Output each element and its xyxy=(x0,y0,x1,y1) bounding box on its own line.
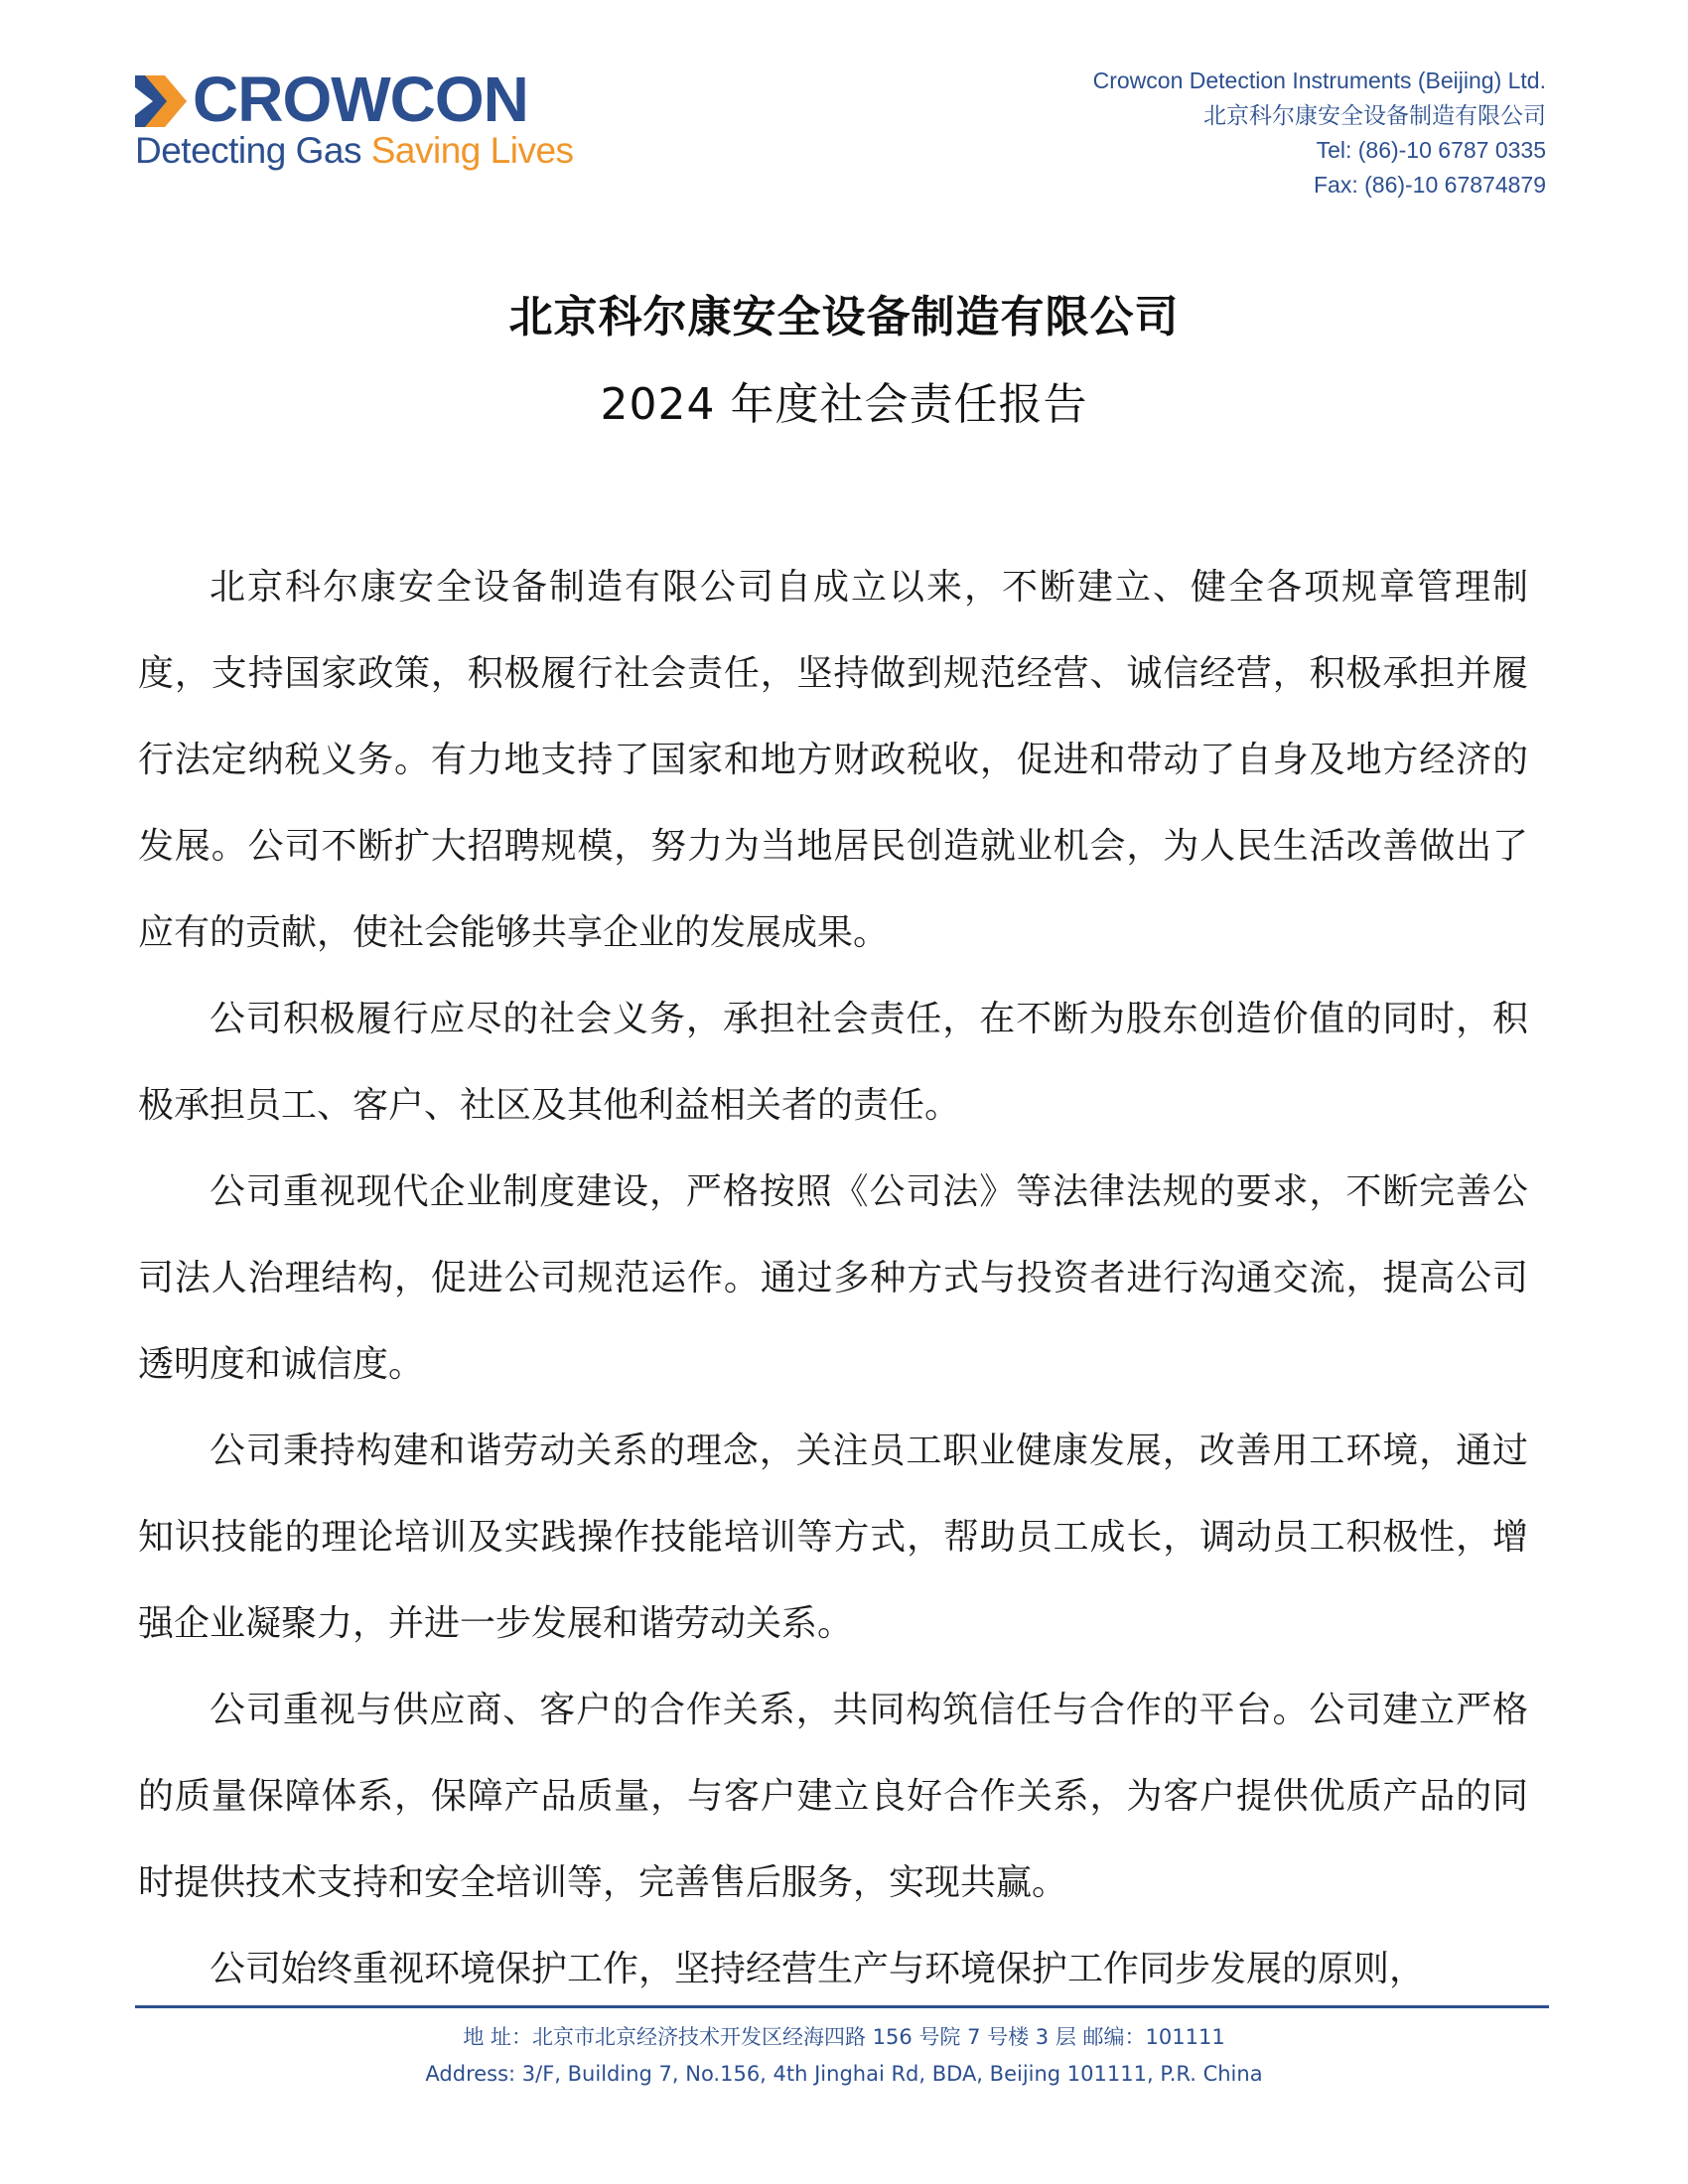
body-paragraph: 公司始终重视环境保护工作，坚持经营生产与环境保护工作同步发展的原则， xyxy=(210,1949,1426,1989)
logo-tagline xyxy=(135,129,574,173)
footer-address-block xyxy=(0,2019,1688,2093)
body-paragraph: 公司重视现代企业制度建设，严格按照《公司法》等法律法规的要求，不断完善公司法人治理结构，促进公司规范运作。通过多种方式与投资者进行沟通交流，提高公司透明度和诚信度。 xyxy=(138,1171,1528,1385)
company-tel: Tel: (86)-10 6787 0335 xyxy=(1316,137,1546,163)
document-title-block xyxy=(0,288,1688,435)
company-name-en: Crowcon Detection Instruments (Beijing) Ltd. xyxy=(1092,68,1546,93)
body-paragraph: 北京科尔康安全设备制造有限公司自成立以来，不断建立、健全各项规章管理制度，支持国家政策，积极履行社会责任，坚持做到规范经营、诚信经营，积极承担并履行法定纳税义务。有力地支持了国家和地方财政税收，促进和带动了自身及地方经济的发展。公司不断扩大招聘规模，努力为当地居民创造就业机会，为人民生活改善做出了应有的贡献，使社会能够共享企业的发展成果。 xyxy=(138,567,1528,953)
footer-divider xyxy=(135,2005,1549,2008)
document-title: 北京科尔康安全设备制造有限公司 xyxy=(508,292,1180,342)
body-paragraph: 公司重视与供应商、客户的合作关系，共同构筑信任与合作的平台。公司建立严格的质量保障体系，保障产品质量，与客户建立良好合作关系，为客户提供优质产品的同时提供技术支持和安全培训等，完善售后服务，实现共赢。 xyxy=(138,1690,1528,1903)
body-paragraph: 公司积极履行应尽的社会义务，承担社会责任，在不断为股东创造价值的同时，积极承担员工、客户、社区及其他利益相关者的责任。 xyxy=(138,999,1528,1126)
document-body xyxy=(138,544,1528,2012)
tagline-part2: Saving Lives xyxy=(370,130,574,171)
body-paragraph: 公司秉持构建和谐劳动关系的理念，关注员工职业健康发展，改善用工环境，通过知识技能的理论培训及实践操作技能培训等方式，帮助员工成长，调动员工积极性，增强企业凝聚力，并进一步发展和谐劳动关系。 xyxy=(138,1431,1528,1644)
footer-address-cn: 地 址：北京市北京经济技术开发区经海四路 156 号院 7 号楼 3 层 邮编：101111 xyxy=(463,2025,1225,2049)
company-fax: Fax: (86)-10 67874879 xyxy=(1314,172,1546,198)
logo-wordmark: CROWCON xyxy=(193,64,528,135)
document-subtitle: 2024 年度社会责任报告 xyxy=(600,379,1088,430)
company-name-cn: 北京科尔康安全设备制造有限公司 xyxy=(1203,102,1546,128)
footer-address-en: Address: 3/F, Building 7, No.156, 4th Jinghai Rd, BDA, Beijing 101111, P.R. China xyxy=(425,2062,1263,2086)
company-contact-block xyxy=(1093,64,1546,203)
crowcon-chevron-icon xyxy=(135,75,187,127)
crowcon-logo xyxy=(135,64,592,179)
tagline-part1: Detecting Gas xyxy=(135,130,371,171)
